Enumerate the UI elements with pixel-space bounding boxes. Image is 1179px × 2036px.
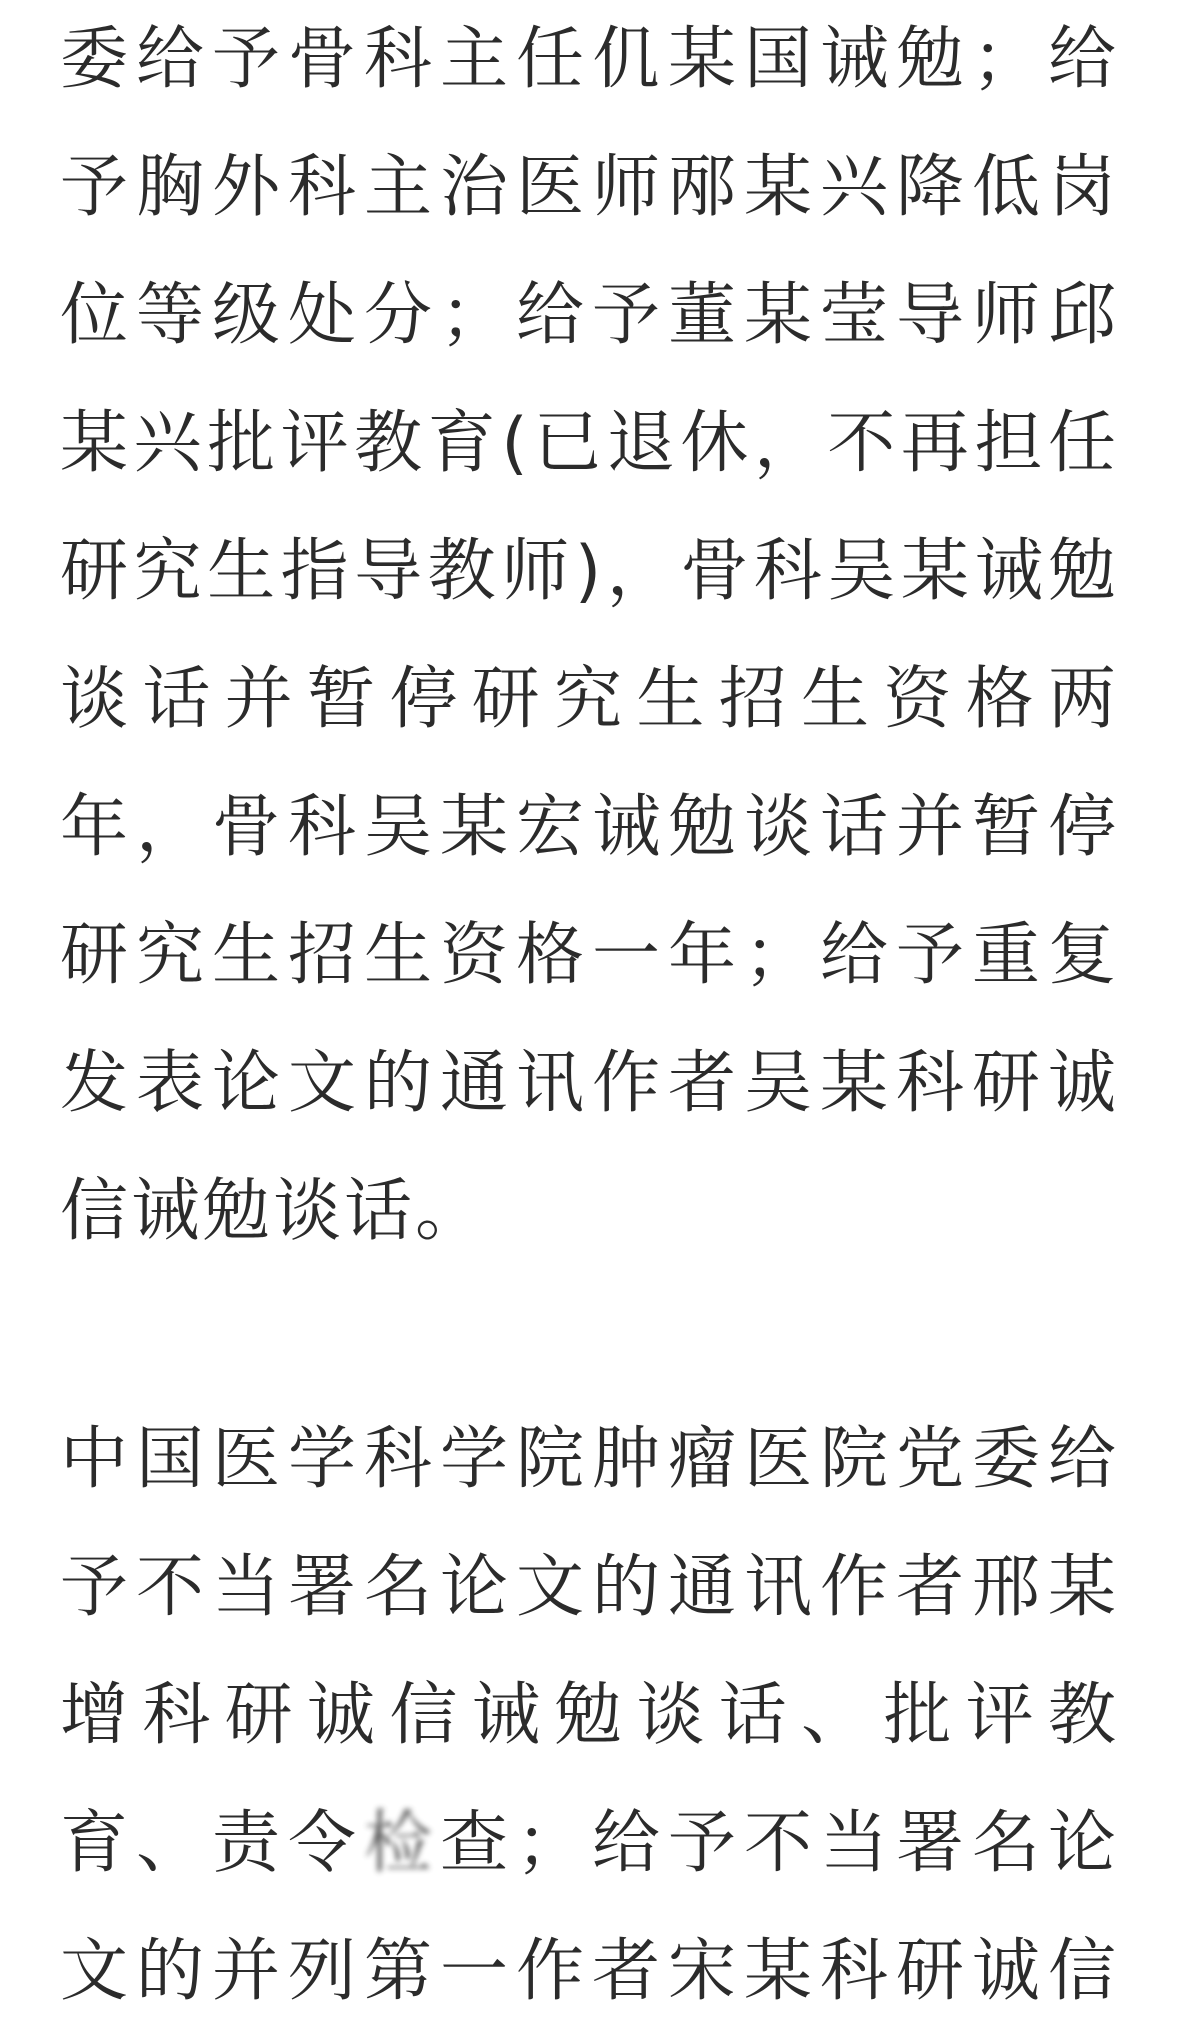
text-segment: 查；给予不当署名论 bbox=[440, 1804, 1119, 1883]
text-segment: 育、责令 bbox=[60, 1804, 364, 1883]
text-line: 年，骨科吴某宏诫勉谈话并暂停 bbox=[60, 788, 1119, 867]
text-line: 予胸外科主治医师邴某兴降低岗 bbox=[60, 148, 1119, 227]
text-line: 增科研诚信诫勉谈话、批评教 bbox=[60, 1676, 1119, 1755]
text-line: 位等级处分；给予董某莹导师邱 bbox=[60, 276, 1119, 355]
text-line: 中国医学科学院肿瘤医院党委给 bbox=[60, 1420, 1119, 1499]
paragraph-disciplinary-actions-hospital bbox=[60, 0, 1119, 1276]
text-line: 研究生指导教师)，骨科吴某诫勉 bbox=[60, 532, 1119, 611]
text-line: 某兴批评教育(已退休，不再担任 bbox=[60, 404, 1119, 483]
text-line: 文的并列第一作者宋某科研诚信 bbox=[60, 1932, 1119, 2011]
text-line-with-blur bbox=[60, 1780, 1119, 1908]
article-body bbox=[60, 0, 1119, 2036]
text-line: 研究生招生资格一年；给予重复 bbox=[60, 916, 1119, 995]
text-line: 信诫勉谈话。 bbox=[60, 1172, 487, 1251]
text-line: 予不当署名论文的通讯作者邢某 bbox=[60, 1548, 1119, 1627]
text-line: 谈话并暂停研究生招生资格两 bbox=[60, 660, 1119, 739]
text-line: 委给予骨科主任仉某国诫勉；给 bbox=[60, 20, 1119, 99]
blurred-character: 检 bbox=[364, 1804, 440, 1883]
text-line: 发表论文的通讯作者吴某科研诚 bbox=[60, 1044, 1119, 1123]
paragraph-cancer-hospital-actions bbox=[60, 1396, 1119, 2036]
